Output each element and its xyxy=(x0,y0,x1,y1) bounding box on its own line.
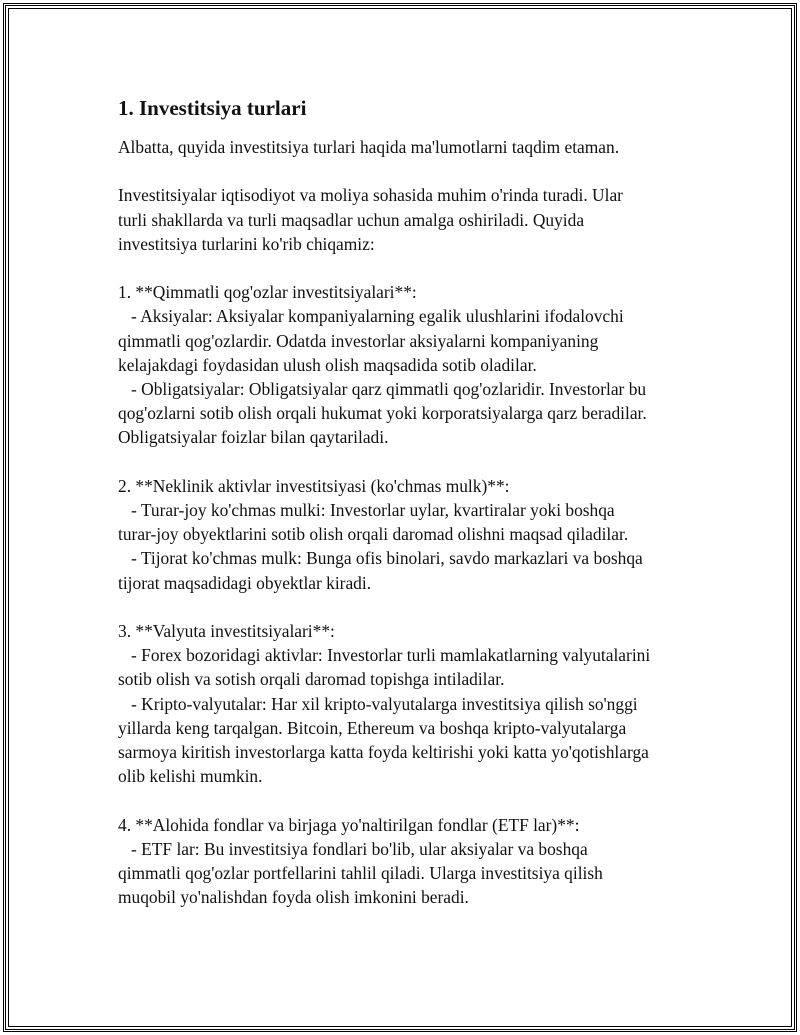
document-line: 3. **Valyuta investitsiyalari**: xyxy=(118,621,335,641)
document-line: turar-joy obyektlarini sotib olish orqali daromad olishni maqsad qiladilar. xyxy=(118,524,629,545)
document-line: tijorat maqsadidagi obyektlar kiradi. xyxy=(118,572,372,593)
document-line: Obligatsiyalar foizlar bilan qaytariladi. xyxy=(118,427,389,448)
document-lines xyxy=(118,159,698,909)
document-line: muqobil yo'nalishdan foyda olish imkonini beradi. xyxy=(118,887,469,908)
document-line: - Aksiyalar: Aksiyalar kompaniyalarning egalik ulushlarini ifodalovchi xyxy=(118,306,624,327)
document-line: sarmoya kiritish investorlarga katta foyda keltirishi yoki katta yo'qotishlarga xyxy=(118,742,649,763)
document-line: investitsiya turlarini ko'rib chiqamiz: xyxy=(118,233,375,254)
document-line xyxy=(118,450,698,474)
document-line: qog'ozlarni sotib olish orqali hukumat yoki korporatsiyalarga qarz beradilar. xyxy=(118,403,647,424)
document-line: turli shakllarda va turli maqsadlar uchun amalga oshiriladi. Quyida xyxy=(118,209,585,230)
document-line: yillarda keng tarqalgan. Bitcoin, Ethereum va boshqa kripto-valyutalarga xyxy=(118,717,627,738)
document-line xyxy=(118,159,698,183)
document-body xyxy=(118,96,698,909)
document-line: - Tijorat ko'chmas mulk: Bunga ofis binolari, savdo markazlari va boshqa xyxy=(118,548,643,569)
document-line: 2. **Neklinik aktivlar investitsiyasi (ko'chmas mulk)**: xyxy=(118,475,510,496)
document-line: 4. **Alohida fondlar va birjaga yo'naltirilgan fondlar (ETF lar)**: xyxy=(118,814,580,835)
document-line: kelajakdagi foydasidan ulush olish maqsadida sotib oladilar. xyxy=(118,354,537,375)
intro-paragraph: Albatta, quyida investitsiya turlari haqida ma'lumotlarni taqdim etaman. xyxy=(118,137,620,157)
document-line: - Forex bozoridagi aktivlar: Investorlar turli mamlakatlarning valyutalarini xyxy=(118,645,651,666)
document-line: - Kripto-valyutalar: Har xil kripto-valyutalarga investitsiya qilish so'nggi xyxy=(118,693,638,714)
document-line: sotib olish va sotish orqali daromad topishga intiladilar. xyxy=(118,669,505,690)
document-line: 1. **Qimmatli qog'ozlar investitsiyalari**: xyxy=(118,282,417,303)
document-line: - Obligatsiyalar: Obligatsiyalar qarz qimmatli qog'ozlaridir. Investorlar bu xyxy=(118,379,647,399)
document-line: qimmatli qog'ozlardir. Odatda investorlar aksiyalarni kompaniyaning xyxy=(118,330,599,351)
document-line: qimmatli qog'ozlar portfellarini tahlil qiladi. Ularga investitsiya qilish xyxy=(118,863,603,884)
document-line xyxy=(118,595,698,619)
document-title: 1. Investitsiya turlari xyxy=(118,96,307,120)
document-line: olib kelishi mumkin. xyxy=(118,766,263,787)
document-line: - Turar-joy ko'chmas mulki: Investorlar uylar, kvartiralar yoki boshqa xyxy=(118,500,615,520)
document-line xyxy=(118,788,698,812)
document-line: - ETF lar: Bu investitsiya fondlari bo'lib, ular aksiyalar va boshqa xyxy=(118,838,588,859)
document-line xyxy=(118,256,698,280)
document-line: Investitsiyalar iqtisodiyot va moliya sohasida muhim o'rinda turadi. Ular xyxy=(118,185,623,206)
